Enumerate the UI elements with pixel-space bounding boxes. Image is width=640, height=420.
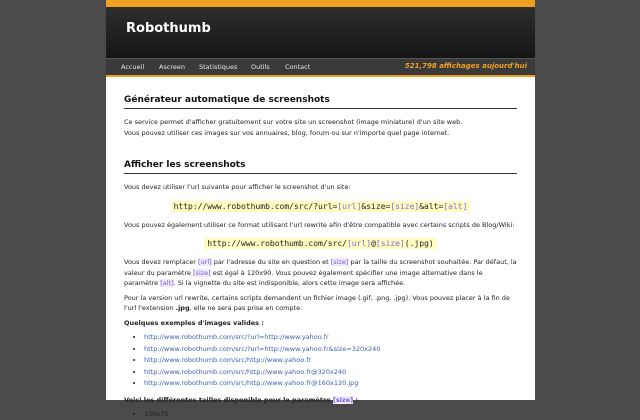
top-accent-bar [106,0,535,7]
text: Pour la version url rewrite, certains scripts demandent un fichier image (.gif, .png, .jpg). Vous pouvez placer à la fin de l'url l'extension [124,293,510,312]
param-url: [url] [198,258,212,266]
daily-views-counter: 521,798 affichages aujourd'hui [404,62,527,70]
replace-instructions [124,257,517,289]
list-item [144,332,517,343]
list-item [144,367,517,378]
text: . Si la vignette du site est indisponible, alors cette image sera affichée. [173,279,406,287]
main-nav [106,58,535,75]
sizes-list [124,409,517,420]
param-url: [url] [337,201,362,211]
text: par l'adresse du site en question et [211,258,331,266]
page-container [106,0,535,418]
rewrite-note [124,293,517,314]
list-item [144,344,517,355]
url-part: (.jpg) [404,239,434,248]
url-template-rewrite [124,238,517,249]
intro-text [124,117,517,138]
url-part: http://www.robothumb.com/src/?url= [173,201,338,211]
param-size: [size] [390,201,420,211]
examples-heading: Quelques exemples d'images valides : [124,318,264,327]
example-link[interactable]: http://www.robothumb.com/src/http://www.yahoo.fr@160x120.jpg [144,379,359,387]
url-template-query [124,201,517,212]
text: Vous devez remplacer [124,258,199,266]
example-link[interactable]: http://www.robothumb.com/src/?url=http://www.yahoo.fr&size=320x240 [144,344,381,353]
site-header [106,7,535,58]
site-title[interactable]: Robothumb [126,21,211,36]
examples-title [124,318,517,329]
url-part: &size= [361,201,391,211]
url-code-rewrite[interactable] [204,238,436,249]
text: est égal à 120x90. Vous pouvez également spécifier une image alternative dans le paramètre [124,268,483,287]
text: Voici les différentes tailles disponible pour le paramètre [124,395,333,404]
list-item: • 100x75 [144,409,517,420]
intro-line-2: Vous pouvez utiliser ces images sur vos annuaires, blog, forum ou sur n'importe quel page internet. [124,128,450,137]
main-content [106,95,535,420]
param-url: [url] [346,239,372,248]
param-alt: [alt] [160,279,174,287]
nav-item-ascreen[interactable]: Ascreen [159,63,186,71]
section-title-display: Afficher les screenshots [124,160,517,174]
nav-divider [106,75,535,77]
list-item [144,355,517,366]
examples-list [124,332,517,389]
text: : [353,395,358,404]
url-intro: Vous devez utiliser l'url suivante pour afficher le screenshot d'un site: [124,183,351,191]
param-alt: [alt] [443,201,468,211]
example-link[interactable]: http://www.robothumb.com/src/?url=http://www.yahoo.fr [144,333,329,341]
url-part: &alt= [419,201,444,211]
param-size: [size] [330,258,349,266]
text: , elle ne sera pas prise en compte. [189,304,303,312]
text: par la taille du screenshot souhaitée. Par défaut, la valeur du paramètre [124,258,517,277]
url-part: http://www.robothumb.com/src/ [207,239,347,248]
param-size: [size] [193,268,211,277]
jpg-extension: .jpg [175,304,190,312]
nav-item-outils[interactable]: Outils [251,63,270,71]
section-title-generator: Générateur automatique de screenshots [124,95,517,109]
url-code-query[interactable] [171,201,471,212]
url-part: @ [371,239,376,248]
nav-item-contact[interactable]: Contact [285,63,311,71]
example-link[interactable]: http://www.robothumb.com/src/http://www.yahoo.fr [144,356,312,364]
rewrite-intro: Vous pouvez également utiliser ce format utilisant l'url rewrite afin d'être compatible avec certains scripts de Blog/Wiki: [124,220,515,229]
nav-item-accueil[interactable]: Accueil [121,63,145,71]
nav-item-statistiques[interactable]: Statistiques [199,63,238,71]
list-item [144,378,517,389]
param-size: [size] [332,395,354,404]
example-link[interactable]: http://www.robothumb.com/src/http://www.yahoo.fr@320x240 [144,367,347,376]
param-size: [size] [375,239,405,248]
intro-line-1: Ce service permet d'afficher gratuitement sur votre site un screenshot (image miniature) d'un site web. [124,118,463,126]
